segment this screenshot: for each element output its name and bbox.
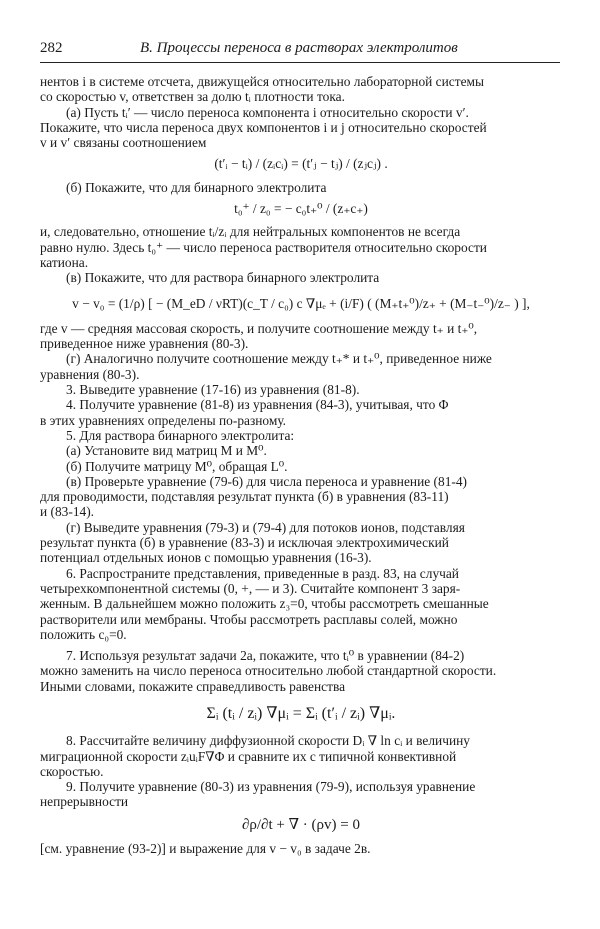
text-line: (а) Пусть tᵢ′ — число переноса компонента i относительно скорости v′. <box>66 104 469 120</box>
running-title: В. Процессы переноса в растворах электролитов <box>140 40 458 56</box>
text-line: для проводимости, подставляя результат пункта (б) в уравнения (83-11) <box>40 489 449 505</box>
text-line: женным. В дальнейшем можно положить z₃=0, чтобы рассмотреть смешанные <box>40 596 489 612</box>
text-line: равно нулю. Здесь t₀⁺ — число переноса растворителя относительно скорости <box>40 239 487 255</box>
text-line: катиона. <box>40 254 89 270</box>
text-line: (б) Покажите, что для бинарного электролита <box>66 179 327 195</box>
text-line: результат пункта (б) в уравнение (83-3) и исключая электрохимический <box>40 535 449 551</box>
text-line: четырехкомпонентной системы (0, +, — и 3). Считайте компонент 3 заря- <box>40 580 461 596</box>
text-line: (в) Покажите, что для раствора бинарного электролита <box>66 270 380 286</box>
text-line: 4. Получите уравнение (81-8) из уравнения (84-3), учитывая, что Φ <box>66 397 449 413</box>
text-line: v и v′ связаны соотношением <box>40 135 207 151</box>
text-line: (г) Выведите уравнения (79-3) и (79-4) для потоков ионов, подставляя <box>66 519 465 535</box>
text-line: (в) Проверьте уравнение (79-6) для числа переноса и уравнение (81-4) <box>66 473 467 489</box>
text-line: 7. Используя результат задачи 2а, покажите, что tᵢ⁰ в уравнении (84-2) <box>66 648 465 664</box>
text-line: потенциал отдельных ионов с помощью уравнения (16-3). <box>40 550 372 566</box>
text-line: Иными словами, покажите справедливость равенства <box>40 678 346 694</box>
formula-sum-equality: Σᵢ (tᵢ / zᵢ) ∇μᵢ = Σᵢ (t′ᵢ / zᵢ) ∇μᵢ. <box>206 704 396 722</box>
text-line: (б) Получите матрицу M⁰, обращая L⁰. <box>66 458 288 474</box>
formula-transference-relation: (t′ᵢ − tᵢ) / (zᵢcᵢ) = (t′ⱼ − tⱼ) / (zⱼcⱼ) . <box>214 156 388 172</box>
text-line: можно заменить на число переноса относительно любой стандартной скорости. <box>40 663 497 679</box>
text-line: скоростью. <box>40 763 104 779</box>
page-body <box>40 74 562 856</box>
text-line: (а) Установите вид матриц M и M⁰. <box>66 443 267 459</box>
text-line: растворители или мембраны. Чтобы рассмотреть расплавы солей, можно <box>40 611 458 627</box>
text-line: Покажите, что числа переноса двух компонентов i и j относительно скоростей <box>40 119 487 135</box>
formula-velocity-difference: v − v₀ = (1/ρ) [ − (M_eD / νRT)(c_T / c₀) c ∇μₑ + (i/F) ( (M₊t₊⁰)/z₊ + (M₋t₋⁰)/z₋ ) ], <box>72 295 530 311</box>
text-line: 9. Получите уравнение (80-3) из уравнения (79-9), используя уравнение <box>66 779 476 795</box>
page-header <box>40 40 560 63</box>
text-line: приведенное ниже уравнения (80-3). <box>40 336 249 352</box>
text-line: 8. Рассчитайте величину диффузионной скорости Dᵢ ∇ ln cᵢ и величину <box>66 733 470 749</box>
text-line: (г) Аналогично получите соотношение между t₊* и t₊⁰, приведенное ниже <box>66 351 492 367</box>
text-line: и, следовательно, отношение tᵢ/zᵢ для нейтральных компонентов не всегда <box>40 224 461 240</box>
text-line: 5. Для раствора бинарного электролита: <box>66 427 295 443</box>
text-line: положить c₀=0. <box>40 626 127 642</box>
text-line: 6. Распространите представления, приведенные в разд. 83, на случай <box>66 565 459 581</box>
text-line: непрерывности <box>40 794 129 810</box>
text-line: со скоростью v, ответствен за долю tᵢ плотности тока. <box>40 89 345 105</box>
formula-continuity: ∂ρ/∂t + ∇ · (ρv) = 0 <box>241 816 360 833</box>
text-line: [см. уравнение (93-2)] и выражение для v − v₀ в задаче 2в. <box>40 841 371 857</box>
text-line: уравнения (80-3). <box>40 366 140 382</box>
text-line: миграционной скорости zᵢuᵢF∇Φ и сравните их с типичной конвективной <box>40 748 457 764</box>
text-line: в этих уравнениях определены по-разному. <box>40 412 287 428</box>
formula-solvent-transference: t₀⁺ / z₀ = − c₀t₊⁰ / (z₊c₊) <box>234 201 368 217</box>
text-line: и (83-14). <box>40 504 95 520</box>
page-number: 282 <box>40 40 63 56</box>
text-line: где v — средняя массовая скорость, и получите соотношение между t₊ и t₊⁰, <box>40 320 478 336</box>
text-line: нентов i в системе отсчета, движущейся относительно лабораторной системы <box>40 74 484 89</box>
text-line: 3. Выведите уравнение (17-16) из уравнения (81-8). <box>66 382 360 398</box>
